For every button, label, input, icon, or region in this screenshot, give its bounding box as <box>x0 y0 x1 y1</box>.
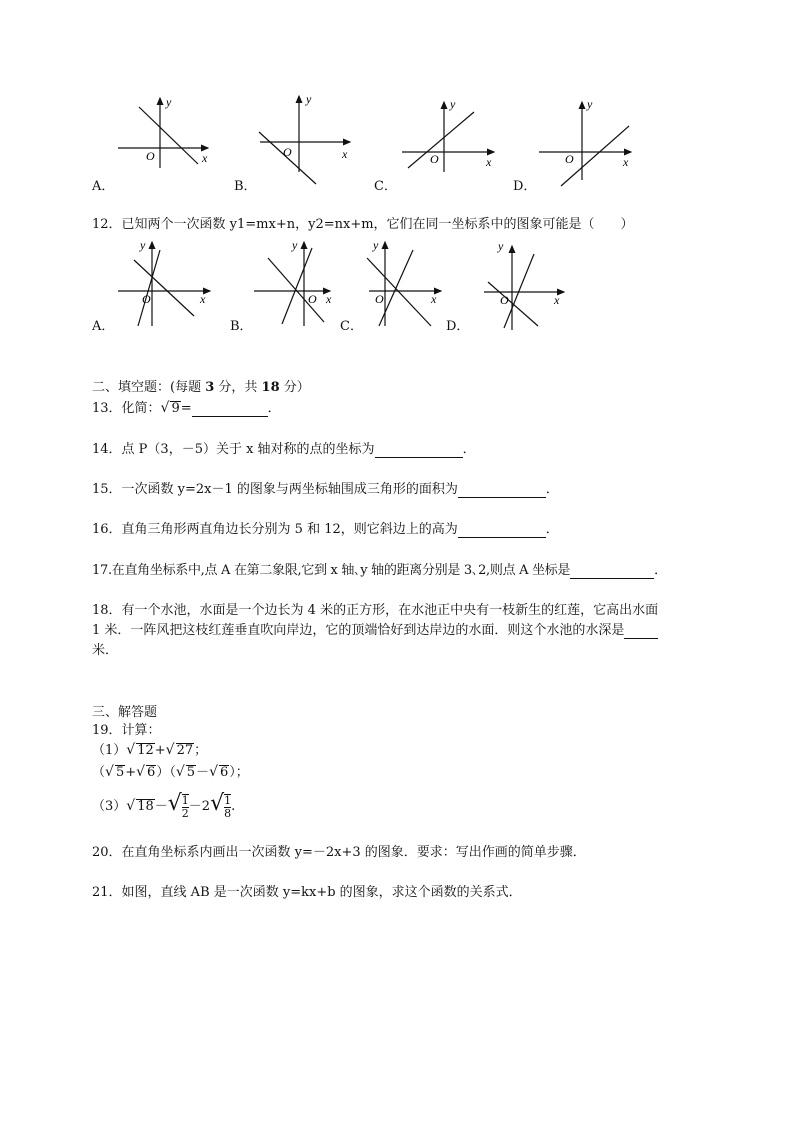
q18-line2 <box>92 623 658 639</box>
q18-line1: 18．有一个水池，水面是一个边长为 4 米的正方形，在水池正中央有一枝新生的红莲，它高出水面 <box>92 603 659 618</box>
q17-text: 17.在直角坐标系中,点 A 在第二象限,它到 x 轴､y 轴的距离分别是 3､2,则点 A 坐标是 <box>92 563 571 578</box>
q16 <box>92 522 559 538</box>
graph-line-2 <box>504 254 534 328</box>
radical-sign: √ <box>175 764 185 780</box>
origin-label: O <box>430 152 439 166</box>
q11-option-c[interactable]: C． <box>374 179 397 194</box>
section2-title-post: 分） <box>279 380 310 395</box>
radical-sign: √ <box>126 798 136 814</box>
origin-label: O <box>283 145 292 159</box>
q12-option-a[interactable]: A． <box>92 319 115 334</box>
x-label: x <box>342 147 348 161</box>
q15 <box>92 482 559 498</box>
q11-option-d[interactable]: D． <box>513 179 537 194</box>
q18-answer-blank[interactable] <box>624 625 658 639</box>
denominator: 8 <box>224 806 232 820</box>
q19-part2-radicand1: 5 <box>115 765 125 780</box>
q11-graph-b <box>250 90 360 190</box>
q13-answer-blank[interactable] <box>192 403 268 417</box>
x-label: x <box>431 292 437 306</box>
q19-part2-radicand4: 6 <box>219 765 229 780</box>
q19-title: 19．计算： <box>92 723 161 738</box>
q12-option-c[interactable]: C． <box>340 319 363 334</box>
q13-end: ． <box>267 401 281 416</box>
q19-part2-end: ）； <box>229 765 249 780</box>
radical-sign: √ <box>167 791 182 816</box>
y-label: y <box>587 97 593 111</box>
q17-end: ． <box>654 563 667 578</box>
plus-sign: + <box>154 743 166 758</box>
q16-answer-blank[interactable] <box>458 524 546 538</box>
q11-option-b[interactable]: B． <box>234 179 257 194</box>
y-label: y <box>292 238 298 252</box>
q12-text: 12．已知两个一次函数 y1=mx+n，y2=nx+m，它们在同一坐标系中的图象可能是（ ） <box>92 217 634 232</box>
q19-part1-radicand1: 12 <box>137 743 154 758</box>
radical-sign: √ <box>160 400 170 416</box>
q19-part2 <box>92 764 249 781</box>
q19-part1-radicand2: 27 <box>176 743 194 758</box>
q19-part1-end: ； <box>194 743 208 758</box>
radical-sign: √ <box>209 764 218 780</box>
origin-label: O <box>500 293 509 307</box>
q11-graph-d <box>535 96 640 191</box>
q19-part1-label: （1） <box>92 743 127 758</box>
radical-sign: √ <box>210 791 225 816</box>
y-label: y <box>166 95 172 109</box>
q13-radicand: 9 <box>171 401 180 416</box>
graph-line-2 <box>379 250 413 326</box>
q12-option-b[interactable]: B． <box>230 319 253 334</box>
q12-graph-a <box>112 236 222 328</box>
q13-post: = <box>180 401 192 416</box>
q18-line2-text: 1 米．一阵风把这枝红莲垂直吹向岸边，它的顶端恰好到达岸边的水面．则这个水池的水深是 <box>92 623 625 638</box>
q11-graph-a <box>112 92 217 170</box>
y-label: y <box>450 97 456 111</box>
plus-sign: + <box>125 765 137 780</box>
q11-graph-c <box>398 96 503 174</box>
numerator: 1 <box>224 793 232 807</box>
q19-part2-radicand3: 5 <box>186 765 196 780</box>
section2-total: 18 <box>261 380 280 395</box>
graph-line-2 <box>282 248 312 324</box>
section3-title: 三、解答题 <box>92 705 158 720</box>
origin-label: O <box>565 152 574 166</box>
y-label: y <box>373 238 379 252</box>
numerator: 1 <box>181 793 189 807</box>
q14 <box>92 442 476 458</box>
q12-graph-d <box>482 242 592 334</box>
q17 <box>92 563 667 579</box>
graph-line-1 <box>488 282 538 326</box>
q13-pre: 13．化简： <box>92 401 161 416</box>
origin-label: O <box>375 292 384 306</box>
y-label: y <box>498 242 504 253</box>
minus-two: －2 <box>188 799 211 814</box>
minus-sign: － <box>154 799 168 814</box>
origin-label: O <box>142 292 151 306</box>
q20-text: 20．在直角坐标系内画出一次函数 y=－2x+3 的图象．要求：写出作画的简单步骤． <box>92 845 586 860</box>
graph-line <box>408 112 474 168</box>
section2-title <box>92 380 310 396</box>
minus-sign: － <box>196 765 210 780</box>
q15-end: ． <box>545 482 559 497</box>
q19-part2-radicand2: 6 <box>147 765 156 780</box>
section2-title-pre: 二、填空题：(每题 <box>92 380 206 395</box>
q15-answer-blank[interactable] <box>458 484 546 498</box>
q15-text: 15．一次函数 y=2x－1 的图象与两坐标轴围成三角形的面积为 <box>92 482 458 497</box>
q19-part3-label: （3） <box>92 799 127 814</box>
section2-score: 3 <box>205 380 215 395</box>
section2-title-mid: 分，共 <box>214 380 262 395</box>
q14-end: ． <box>462 442 476 457</box>
radical-sign: √ <box>136 764 146 780</box>
y-label: y <box>306 92 312 106</box>
q14-answer-blank[interactable] <box>375 444 463 458</box>
q21-text: 21．如图，直线 AB 是一次函数 y=kx+b 的图象，求这个函数的关系式． <box>92 885 522 900</box>
q19-part3-end: . <box>231 799 236 814</box>
graph-line-1 <box>138 250 160 326</box>
origin-label: O <box>308 292 317 306</box>
x-label: x <box>554 293 560 307</box>
denominator: 2 <box>181 806 189 820</box>
x-label: x <box>623 155 629 169</box>
fraction-half <box>182 794 189 820</box>
origin-label: O <box>146 149 155 163</box>
q19-part3 <box>92 790 235 821</box>
q11-option-a[interactable]: A． <box>92 179 115 194</box>
q17-answer-blank[interactable] <box>570 565 654 579</box>
radical-sign: √ <box>105 764 114 780</box>
radical-sign: √ <box>165 742 175 758</box>
q18-line3: 米． <box>92 643 119 658</box>
q16-end: ． <box>545 522 559 537</box>
open-paren: （ <box>92 765 106 780</box>
q12-option-d[interactable]: D． <box>446 319 470 334</box>
q13 <box>92 400 281 417</box>
x-label: x <box>486 155 492 169</box>
y-label: y <box>140 238 146 252</box>
radical-sign: √ <box>126 742 136 758</box>
q14-text: 14．点 P（3，－5）关于 x 轴对称的点的坐标为 <box>92 442 375 457</box>
q16-text: 16．直角三角形两直角边长分别为 5 和 12，则它斜边上的高为 <box>92 522 458 537</box>
x-label: x <box>200 292 206 306</box>
x-label: x <box>326 292 332 306</box>
q19-part1 <box>92 742 207 759</box>
mid-paren: ）（ <box>156 765 176 780</box>
q19-part3-radicand: 18 <box>137 799 154 814</box>
x-label: x <box>202 151 208 165</box>
